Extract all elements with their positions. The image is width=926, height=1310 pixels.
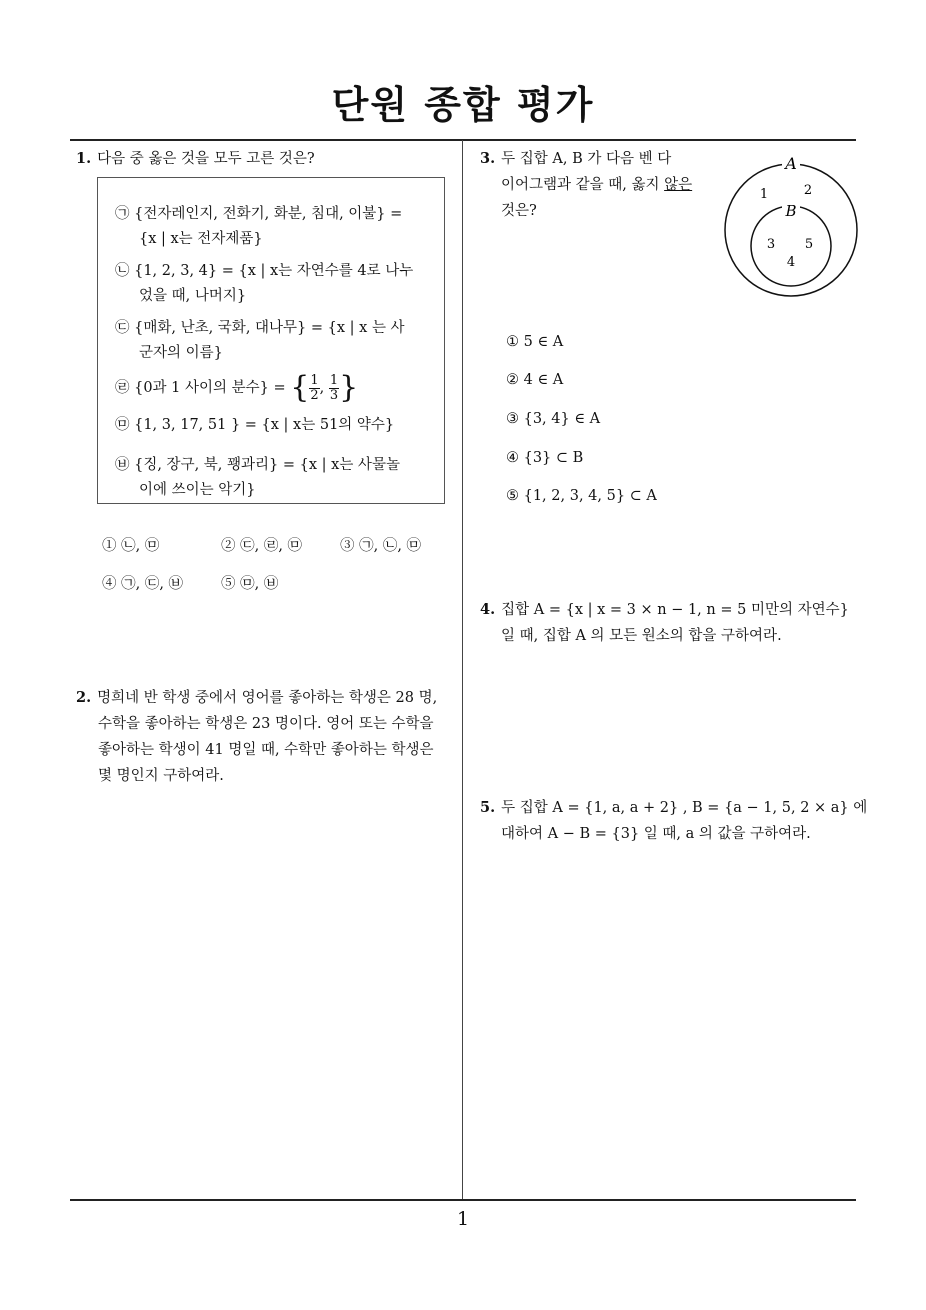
item-text: {1, 2, 3, 4} = {x | x는 자연수를 4로 나누 — [134, 263, 414, 279]
item-marker: ㉠ — [115, 206, 130, 222]
q5-text: 두 집합 A = {1, a, a + 2} , B = {a − 1, 5, 2 × a} 에 — [501, 800, 868, 816]
q4-line-1 — [480, 600, 849, 620]
fraction-half — [309, 374, 319, 403]
item-marker: ㉤ — [115, 417, 130, 433]
item-text: {매화, 난초, 국화, 대나무} = {x | x 는 사 — [134, 320, 405, 336]
item-text: {1, 3, 17, 51 } = {x | x는 51의 약수} — [134, 417, 395, 433]
frac-num: 1 — [310, 372, 319, 388]
venn-diagram — [718, 150, 864, 300]
venn-label-a: A — [785, 154, 797, 173]
q2-line-1 — [76, 688, 437, 708]
q5-number: 5. — [480, 799, 496, 816]
venn-element-1: 1 — [759, 187, 769, 202]
venn-element-2: 2 — [803, 183, 813, 198]
q3-text: 이어그램과 같을 때, 옳지 — [501, 177, 665, 193]
q3-choice-4[interactable]: ④ {3} ⊂ B — [506, 450, 584, 466]
q3-choice-3[interactable]: ③ {3, 4} ∈ A — [506, 411, 601, 427]
q1-item-c-cont: 군자의 이름} — [139, 345, 223, 361]
venn-set-a-circle — [725, 164, 857, 296]
q1-item-c — [115, 318, 405, 338]
q4-number: 4. — [480, 601, 496, 618]
item-text: {0과 1 사이의 분수} = — [134, 380, 291, 396]
q3-line-1 — [480, 149, 671, 169]
fraction-third — [329, 374, 339, 403]
venn-element-4: 4 — [786, 255, 796, 270]
venn-label-b: B — [785, 202, 797, 220]
item-marker: ㉥ — [115, 457, 130, 473]
q1-choice-1[interactable]: ① ㉡, ㉤ — [102, 538, 160, 554]
q1-item-b — [115, 261, 413, 281]
q3-choice-1[interactable]: ① 5 ∈ A — [506, 334, 564, 350]
q3-emphasis: 않은 — [664, 177, 693, 193]
page-title: 단원 종합 평가 — [331, 83, 595, 127]
q1-stem — [76, 149, 315, 169]
q3-choice-2[interactable]: ② 4 ∈ A — [506, 372, 564, 388]
q1-item-e — [115, 415, 394, 435]
item-text: {징, 장구, 북, 꽹과리} = {x | x는 사물놀 — [134, 457, 400, 473]
frac-num: 1 — [329, 372, 339, 388]
q5-line-2: 대하여 A − B = {3} 일 때, a 의 값을 구하여라. — [501, 826, 811, 842]
footer-rule — [70, 1199, 856, 1201]
q2-line-3: 좋아하는 학생이 41 명일 때, 수학만 좋아하는 학생은 — [98, 742, 434, 758]
header-rule — [70, 139, 856, 141]
q2-line-2: 수학을 좋아하는 학생은 23 명이다. 영어 또는 수학을 — [98, 716, 434, 732]
venn-element-3: 3 — [766, 237, 776, 252]
item-marker: ㉡ — [115, 263, 130, 279]
item-text: {전자레인지, 전화기, 화분, 침대, 이불} = — [134, 206, 403, 222]
q4-line-2: 일 때, 집합 A 의 모든 원소의 합을 구하여라. — [501, 628, 782, 644]
q1-choice-2[interactable]: ② ㉢, ㉣, ㉤ — [221, 538, 303, 554]
q4-text: 집합 A = {x | x = 3 × n − 1, n = 5 미만의 자연수} — [501, 602, 849, 618]
column-divider — [462, 140, 463, 1200]
q1-item-f-cont: 이에 쓰이는 악기} — [139, 482, 256, 498]
venn-element-5: 5 — [804, 237, 814, 252]
q1-choice-3[interactable]: ③ ㉠, ㉡, ㉤ — [340, 538, 422, 554]
q2-text: 명희네 반 학생 중에서 영어를 좋아하는 학생은 28 명, — [97, 690, 438, 706]
q1-number: 1. — [76, 150, 92, 167]
q1-item-f — [115, 455, 400, 475]
item-marker: ㉣ — [115, 380, 130, 396]
brace-open: { — [290, 370, 310, 405]
q3-line-3: 것은? — [501, 203, 537, 219]
q3-text: 두 집합 A, B 가 다음 벤 다 — [501, 151, 672, 167]
frac-den: 2 — [310, 387, 319, 403]
q1-choice-5[interactable]: ⑤ ㉤, ㉥ — [221, 576, 279, 592]
brace-close: } — [339, 370, 359, 405]
page-number: 1 — [456, 1208, 470, 1230]
q1-item-d: ㉣ {0과 1 사이의 분수} = { $\frac{1}{2}$ , $\frac{1}{3}$ } — [115, 370, 359, 405]
q2-number: 2. — [76, 689, 92, 706]
q5-line-1 — [480, 798, 867, 818]
q3-choice-5[interactable]: ⑤ {1, 2, 3, 4, 5} ⊂ A — [506, 488, 657, 504]
q1-item-a-cont: {x | x는 전자제품} — [139, 231, 263, 247]
frac-den: 3 — [329, 387, 339, 403]
q1-item-a — [115, 204, 402, 224]
q1-choice-4[interactable]: ④ ㉠, ㉢, ㉥ — [102, 576, 184, 592]
q1-item-b-cont: 었을 때, 나머지} — [139, 288, 247, 304]
q3-line-2 — [501, 175, 692, 195]
q2-line-4: 몇 명인지 구하여라. — [98, 768, 224, 784]
item-marker: ㉢ — [115, 320, 130, 336]
q1-stem-text: 다음 중 옳은 것을 모두 고른 것은? — [97, 151, 315, 167]
q3-number: 3. — [480, 150, 496, 167]
